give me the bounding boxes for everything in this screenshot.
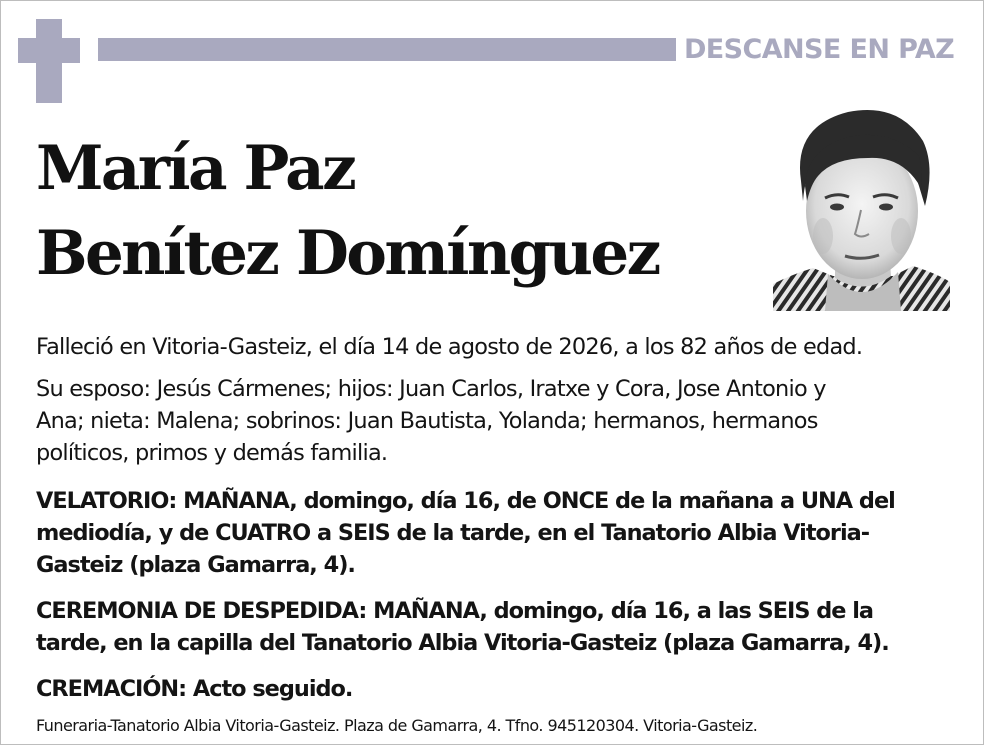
cremacion-line: CREMACIÓN: Acto seguido. [36,676,353,702]
family-line: Su esposo: Jesús Cármenes; hijos: Juan Carlos, Iratxe y Cora, Jose Antonio y [36,376,826,402]
header-label: DESCANSE EN PAZ [684,34,955,65]
ceremonia-line: tarde, en la capilla del Tanatorio Albia Vitoria-Gasteiz (plaza Gamarra, 4). [36,630,889,656]
velatorio-line: VELATORIO: MAÑANA, domingo, día 16, de ONCE de la mañana a UNA del [36,488,895,514]
family-list [36,373,951,469]
death-notice-text: Falleció en Vitoria-Gasteiz, el día 14 de agosto de 2026, a los 82 años de edad. [36,334,863,360]
death-notice [36,331,951,363]
velatorio-line: Gasteiz (plaza Gamarra, 4). [36,552,355,578]
ceremonia-line: CEREMONIA DE DESPEDIDA: MAÑANA, domingo, día 16, a las SEIS de la [36,598,874,624]
velatorio-info [36,485,951,581]
velatorio-line: mediodía, y de CUATRO a SEIS de la tarde, en el Tanatorio Albia Vitoria- [36,520,870,546]
family-line: Ana; nieta: Malena; sobrinos: Juan Bautista, Yolanda; hermanos, hermanos [36,408,818,434]
ceremonia-info [36,595,951,659]
funeral-home-footer: Funeraria-Tanatorio Albia Vitoria-Gasteiz. Plaza de Gamarra, 4. Tfno. 945120304. Vitoria-Gasteiz. [36,716,758,735]
deceased-portrait [773,106,950,311]
family-line: políticos, primos y demás familia. [36,440,388,466]
deceased-name-first: María Paz [36,133,355,204]
deceased-name-surnames: Benítez Domínguez [36,218,659,289]
header-bar [98,38,676,61]
cremacion-info [36,673,951,705]
